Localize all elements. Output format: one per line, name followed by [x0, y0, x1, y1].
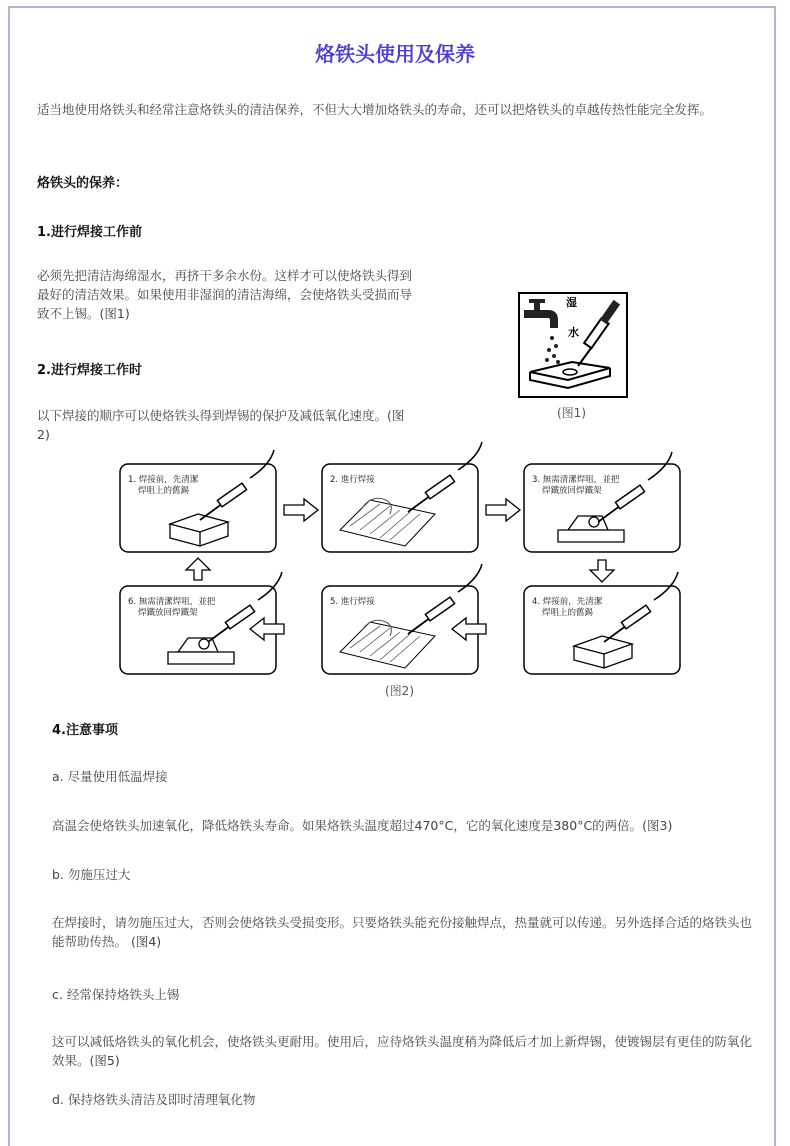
- tip-c-text: 这可以减低烙铁头的氧化机会，使烙铁头更耐用。使用后，应待烙铁头温度稍为降低后才加上新焊锡，使镀锡层有更佳的防氧化效果。(图5): [52, 1034, 753, 1068]
- figure2-soldering-sequence: [118, 462, 683, 680]
- step2-text: 以下焊接的顺序可以使烙铁头得到焊锡的保护及减低氧化速度。(图2): [37, 408, 405, 442]
- figure1-label-water: 水: [568, 326, 579, 339]
- tip-b-text: 在焊接时，请勿施压过大，否则会使烙铁头受损变形。只要烙铁头能充份接触焊点，热量就可以传递。另外选择合适的烙铁头也能帮助传热。 (图4): [52, 915, 753, 949]
- tip-a-text: 高温会使烙铁头加速氧化，降低烙铁头寿命。如果烙铁头温度超过470°C，它的氧化速度是380°C的两倍。(图3): [52, 818, 673, 833]
- figure2-step2-line1: 2. 進行焊接: [330, 475, 375, 485]
- figure1-label-wet: 湿: [566, 296, 577, 309]
- maintenance-heading: 烙铁头的保养：: [37, 176, 129, 191]
- figure2-step4-line1: 4. 焊接前，先清潔: [532, 597, 603, 607]
- figure1-faucet-illustration: [518, 292, 628, 398]
- figure2-step4-line2: 焊咀上的舊錫: [542, 608, 594, 618]
- step4-heading: 4.注意事项: [52, 723, 118, 738]
- step1-heading: 1.进行焊接工作前: [37, 225, 142, 240]
- tip-b-title: b. 勿施压过大: [52, 867, 131, 882]
- tip-c-title: c. 经常保持烙铁头上锡: [52, 987, 180, 1002]
- figure2-step1-line2: 焊咀上的舊錫: [138, 486, 190, 496]
- figure2-step3-line2: 焊鐵放回焊鐵架: [542, 486, 602, 496]
- intro-paragraph: 适当地使用烙铁头和经常注意烙铁头的清洁保养，不但大大增加烙铁头的寿命，还可以把烙铁头的卓越传热性能完全发挥。: [37, 102, 713, 117]
- figure2-step6-line2: 焊鐵放回焊鐵架: [138, 608, 198, 618]
- figure2-step3-line1: 3. 無需清潔焊咀，並把: [532, 475, 620, 485]
- figure1-caption: (图1): [557, 406, 586, 420]
- tip-d-title: d. 保持烙铁头清洁及即时清理氧化物: [52, 1092, 256, 1107]
- step2-heading: 2.进行焊接工作时: [37, 363, 142, 378]
- figure2-step1-line1: 1. 焊接前，先清潔: [128, 475, 199, 485]
- tip-a-title: a. 尽量使用低温焊接: [52, 769, 168, 784]
- figure2-caption: (图2): [385, 684, 414, 698]
- page-title: 烙铁头使用及保养: [315, 42, 475, 66]
- figure2-step6-line1: 6. 無需清潔焊咀，並把: [128, 597, 216, 607]
- figure2-step5-line1: 5. 進行焊接: [330, 597, 375, 607]
- step1-text: 必须先把清洁海绵湿水，再挤干多余水份。这样才可以使烙铁头得到最好的清洁效果。如果使用非湿润的清洁海绵，会使烙铁头受损而导致不上锡。(图1): [37, 268, 413, 321]
